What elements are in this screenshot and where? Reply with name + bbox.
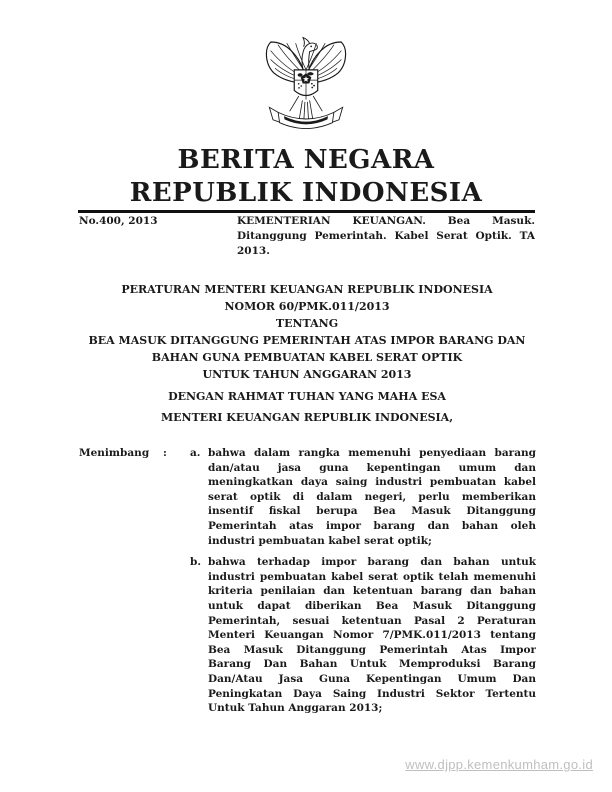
regulation-title-line: UNTUK TAHUN ANGGARAN 2013: [202, 368, 412, 381]
item-letter: a.: [190, 447, 201, 459]
item-text: [208, 555, 536, 716]
considering-label: Menimbang: [79, 447, 150, 459]
considering-separator: :: [163, 447, 167, 459]
considering-item-a: [190, 446, 536, 548]
text-line: Peningkatan Daya Saing Industri Sektor Tertentu: [208, 687, 536, 700]
text-line: Barang Dan Bahan Untuk Memproduksi Barang: [208, 658, 536, 671]
text-line: Menteri Keuangan Nomor 7/PMK.011/2013 tentang: [208, 629, 536, 642]
garuda-pancasila-emblem: [262, 36, 350, 136]
subject-line: 2013.: [237, 244, 270, 257]
considering-item-b: [190, 555, 536, 716]
invocation-line1: DENGAN RAHMAT TUHAN YANG MAHA ESA: [168, 390, 446, 403]
text-line: Pemerintah atas impor barang dan bahan oleh: [208, 519, 536, 532]
item-letter: b.: [190, 556, 201, 569]
text-line: industri pembuatan kabel serat optik;: [208, 534, 432, 547]
considering-section: [79, 446, 536, 716]
text-line: industri pembuatan kabel serat optik telah memenuhi: [208, 570, 536, 583]
text-line: Dan/Atau Jasa Guna Kepentingan Umum Dan: [208, 672, 536, 685]
regulation-title: [79, 281, 535, 383]
text-line: kriteria penilaian dan ketentuan barang dan bahan: [208, 585, 536, 598]
masthead-rule: [78, 210, 535, 213]
text-line: bahwa dalam rangka memenuhi penyediaan barang: [208, 447, 536, 459]
text-line: Untuk Tahun Anggaran 2013;: [208, 702, 383, 715]
text-line: bahwa terhadap impor barang dan bahan untuk: [208, 556, 536, 569]
watermark-url: www.djpp.kemenkumham.go.id: [405, 757, 593, 772]
text-line: meningkatkan daya saing industri pembuatan kabel: [208, 476, 536, 489]
gazette-title-line1: BERITA NEGARA: [177, 145, 435, 175]
text-line: insentif fiskal berupa Bea Masuk Ditanggung: [208, 505, 536, 518]
text-line: untuk dapat diberikan Bea Masuk Ditanggung: [208, 599, 536, 612]
text-line: dan/atau jasa guna kepentingan umum dan: [208, 461, 536, 474]
invocation: [79, 387, 535, 428]
subject-abstract: [237, 214, 535, 258]
text-line: serat optik di dalam negeri, perlu memberikan: [208, 490, 536, 503]
subject-line: KEMENTERIAN KEUANGAN. Bea Masuk.: [237, 215, 535, 227]
regulation-title-line: PERATURAN MENTERI KEUANGAN REPUBLIK INDONESIA: [121, 283, 493, 296]
regulation-title-line: TENTANG: [275, 317, 339, 330]
gazette-title: [0, 144, 612, 210]
item-text: [208, 446, 536, 548]
invocation-line2: MENTERI KEUANGAN REPUBLIK INDONESIA,: [160, 410, 454, 424]
issue-number: No.400, 2013: [79, 215, 158, 227]
gazette-title-line2: REPUBLIK INDONESIA: [129, 178, 483, 208]
regulation-number-line: NOMOR 60/PMK.011/2013: [224, 300, 390, 313]
regulation-title-line: BEA MASUK DITANGGUNG PEMERINTAH ATAS IMPOR BARANG DAN: [88, 334, 526, 347]
text-line: Bea Masuk Ditanggung Pemerintah Atas Impor: [208, 643, 536, 656]
regulation-title-line: BAHAN GUNA PEMBUATAN KABEL SERAT OPTIK: [151, 351, 463, 364]
text-line: Pemerintah, sesuai ketentuan Pasal 2 Peraturan: [208, 614, 536, 627]
considering-items: [190, 446, 536, 716]
subject-line: Ditanggung Pemerintah. Kabel Serat Optik. TA: [237, 229, 535, 242]
